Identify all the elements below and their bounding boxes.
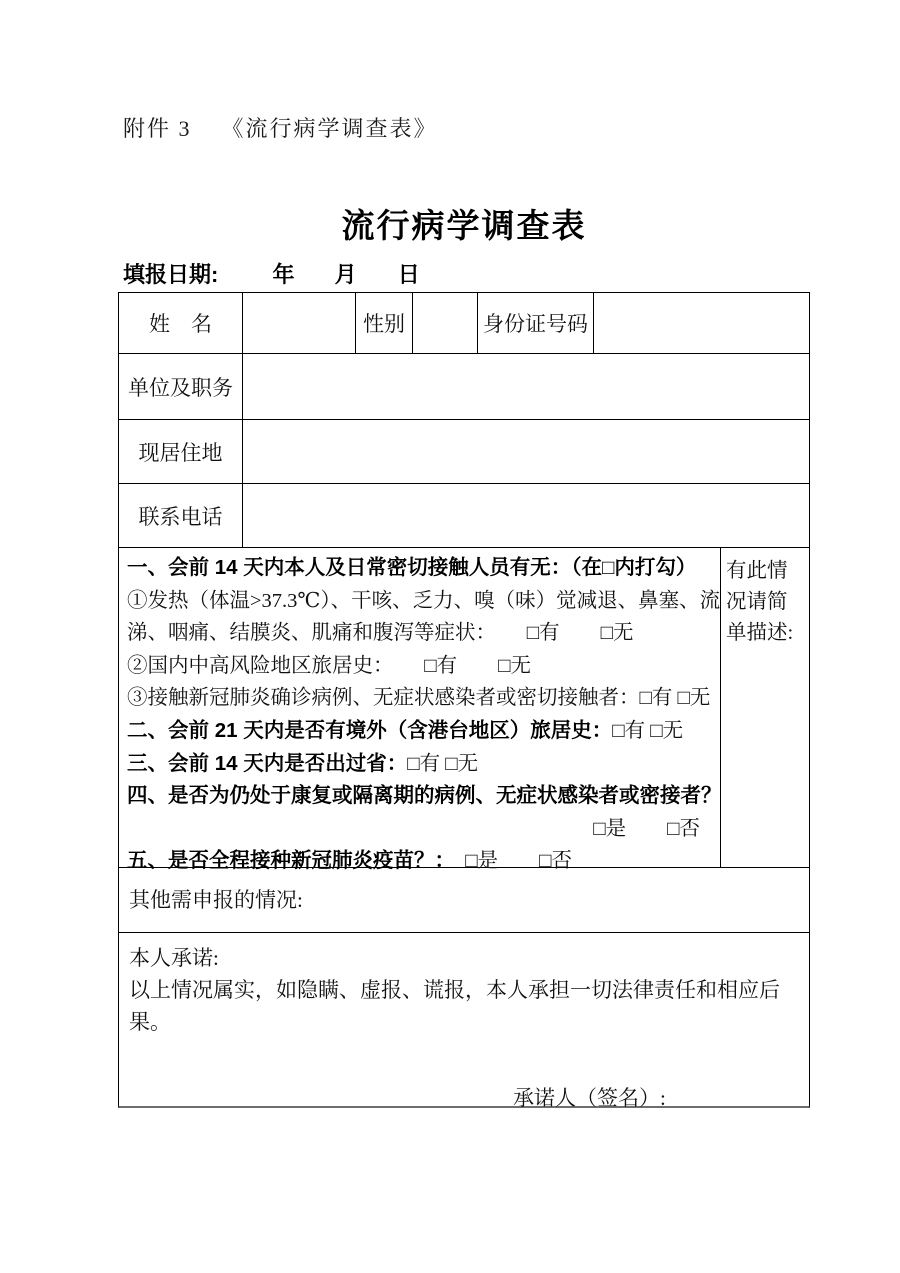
date-month-label: 月 xyxy=(334,262,357,287)
attachment-number: 附件 3 xyxy=(123,116,192,141)
table-row-phone xyxy=(119,484,809,548)
name-label: 姓 名 xyxy=(119,293,243,353)
date-day-label: 日 xyxy=(397,262,420,287)
unit-value-cell xyxy=(243,354,809,419)
table-row-address xyxy=(119,420,809,484)
promise-body: 以上情况属实，如隐瞒、虚报、谎报，本人承担一切法律责任和相应后果。 xyxy=(129,978,780,1034)
table-row-unit xyxy=(119,354,809,420)
question-line-3 xyxy=(127,617,716,650)
symptom-item-3-text: ③接触新冠肺炎确诊病例、无症状感染者或密切接触者：□有 □无 xyxy=(127,687,711,710)
question-line-5 xyxy=(127,682,716,715)
question-line-1 xyxy=(127,552,716,585)
address-value-cell xyxy=(243,420,809,483)
questions-cell xyxy=(119,548,722,873)
page-title: 流行病学调查表 xyxy=(341,207,587,244)
side-note-cell: 有此情况请简单描述: xyxy=(726,560,794,644)
question-line-9 xyxy=(127,813,716,846)
signature-label: 承诺人（签名）: xyxy=(513,1086,666,1110)
symptom-item-1-checkboxes: 涕、咽痛、结膜炎、肌痛和腹泻等症状： □有 □无 xyxy=(127,622,634,645)
table-row-questions xyxy=(119,548,809,873)
table-row-promise xyxy=(119,933,809,1110)
promise-cell xyxy=(119,933,809,1110)
question-line-8 xyxy=(127,780,722,813)
symptom-item-2-text: ②国内中高风险地区旅居史： □有 □无 xyxy=(127,654,532,677)
phone-value-cell xyxy=(243,484,809,547)
question-line-2 xyxy=(127,585,721,618)
question-4-checkboxes: □是 □否 xyxy=(593,817,700,840)
gender-value-cell xyxy=(413,293,478,353)
question-line-10: 五、是否全程接种新冠肺炎疫苗？： □是 □否 xyxy=(127,849,573,873)
gender-label: 性别 xyxy=(356,293,413,353)
question-3-heading: 三、会前 14 天内是否出过省： xyxy=(127,751,408,775)
attachment-title: 《流行病学调查表》 xyxy=(221,116,438,141)
other-situations-label: 其他需申报的情况: xyxy=(129,888,303,912)
phone-label: 联系电话 xyxy=(119,484,243,547)
name-value-cell xyxy=(243,293,356,353)
question-4-heading: 四、是否为仍处于康复或隔离期的病例、无症状感染者或密接者？ xyxy=(127,784,722,808)
question-2-heading: 二、会前 21 天内是否有境外（含港台地区）旅居史： xyxy=(127,718,613,742)
question-line-4 xyxy=(127,650,716,683)
date-label: 填报日期: xyxy=(123,262,219,287)
id-number-value-cell xyxy=(594,293,809,353)
attachment-line xyxy=(123,112,438,143)
question-5-heading: 五、是否全程接种新冠肺炎疫苗？： xyxy=(127,849,445,873)
question-1-heading: 一、会前 14 天内本人及日常密切接触人员有无：（在□内打勾） xyxy=(127,556,697,579)
address-label: 现居住地 xyxy=(119,420,243,483)
table-row-identity xyxy=(119,293,809,354)
form-table xyxy=(118,292,810,1108)
date-line xyxy=(123,258,420,289)
date-year-label: 年 xyxy=(272,262,295,287)
question-line-7: 三、会前 14 天内是否出过省：□有 □无 xyxy=(127,751,479,775)
promise-title: 本人承诺: xyxy=(129,946,219,970)
unit-label: 单位及职务 xyxy=(119,354,243,419)
table-row-other xyxy=(119,868,809,933)
question-line-6: 二、会前 21 天内是否有境外（含港台地区）旅居史：□有 □无 xyxy=(127,718,684,742)
id-number-label: 身份证号码 xyxy=(478,293,594,353)
symptom-item-1-text: ①发热（体温>37.3℃）、干咳、乏力、嗅（味）觉减退、鼻塞、流 xyxy=(127,589,721,612)
